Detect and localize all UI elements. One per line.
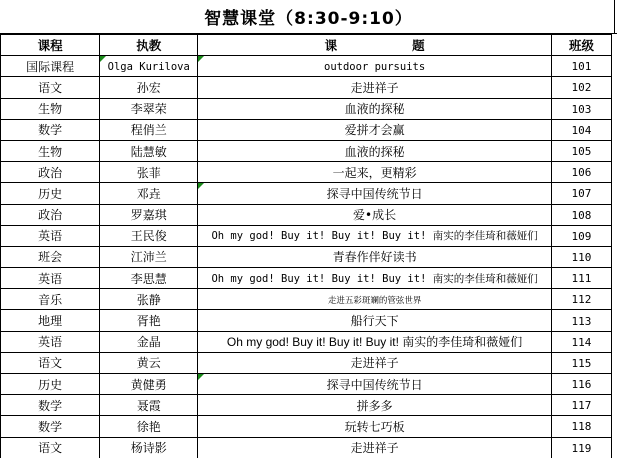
cell-class[interactable] <box>551 268 611 289</box>
cell-class-text: 108 <box>571 208 592 222</box>
sheet-title[interactable]: 智慧课堂（8:30-9:10） <box>0 0 617 34</box>
cell-subject[interactable] <box>1 289 100 310</box>
cell-class[interactable] <box>551 183 611 204</box>
cell-class[interactable] <box>551 119 611 140</box>
cell-topic[interactable] <box>198 246 552 267</box>
cell-teacher-text: 黄云 <box>136 356 161 371</box>
cell-subject-text: 历史 <box>38 377 63 392</box>
cell-topic[interactable] <box>198 289 552 310</box>
cell-topic-text: 玩转七巧板 <box>344 419 405 434</box>
cell-subject-text: 政治 <box>38 165 63 180</box>
cell-subject-text: 生物 <box>38 144 63 159</box>
cell-class[interactable] <box>551 225 611 246</box>
cell-topic[interactable] <box>198 77 552 98</box>
cell-subject-text: 英语 <box>38 229 63 244</box>
cell-subject-text: 历史 <box>38 186 63 201</box>
cell-topic[interactable] <box>198 310 552 331</box>
table-row <box>1 98 612 119</box>
cell-topic-text: 走进祥子 <box>350 356 399 371</box>
comment-indicator-icon <box>198 56 204 62</box>
cell-teacher[interactable] <box>100 56 198 77</box>
cell-teacher-text: 李思慧 <box>130 271 167 286</box>
cell-subject[interactable] <box>1 77 100 98</box>
cell-topic[interactable] <box>198 437 552 458</box>
cell-class-text: 105 <box>571 145 592 159</box>
cell-class-text: 119 <box>571 441 592 455</box>
cell-class[interactable] <box>551 395 611 416</box>
cell-topic-text: 船行天下 <box>350 314 399 329</box>
cell-subject-text: 英语 <box>38 271 63 286</box>
cell-topic[interactable] <box>198 352 552 373</box>
cell-topic-text: outdoor pursuits <box>324 61 426 74</box>
cell-subject-text: 班会 <box>38 250 63 265</box>
cell-class[interactable] <box>551 246 611 267</box>
cell-subject-text: 数学 <box>38 419 63 434</box>
header-class[interactable]: 班级 <box>551 35 611 56</box>
cell-topic-text: 爱拼才会赢 <box>344 123 405 138</box>
cell-class[interactable] <box>551 56 611 77</box>
cell-teacher[interactable] <box>100 77 198 98</box>
cell-topic[interactable] <box>198 416 552 437</box>
cell-topic[interactable] <box>198 98 552 119</box>
cell-topic-text: 血液的探秘 <box>344 102 405 117</box>
cell-topic-text: 拼多多 <box>356 398 393 413</box>
cell-class[interactable] <box>551 416 611 437</box>
cell-teacher[interactable] <box>100 140 198 161</box>
cell-teacher-text: 张静 <box>136 292 161 307</box>
cell-subject-text: 数学 <box>38 398 63 413</box>
table-row <box>1 374 612 395</box>
cell-topic[interactable] <box>198 119 552 140</box>
cell-teacher[interactable] <box>100 268 198 289</box>
cell-subject[interactable] <box>1 162 100 183</box>
cell-teacher-text: 张菲 <box>136 165 161 180</box>
cell-topic-text: 血液的探秘 <box>344 144 405 159</box>
cell-class-text: 110 <box>571 250 592 264</box>
cell-class[interactable] <box>551 162 611 183</box>
cell-teacher-text: 胥艳 <box>136 314 161 329</box>
table-row <box>1 140 612 161</box>
cell-teacher[interactable] <box>100 225 198 246</box>
cell-teacher[interactable] <box>100 310 198 331</box>
cell-class-text: 101 <box>571 60 592 74</box>
table-row <box>1 225 612 246</box>
cell-class[interactable] <box>551 437 611 458</box>
cell-teacher[interactable] <box>100 437 198 458</box>
cell-teacher[interactable] <box>100 416 198 437</box>
cell-teacher-text: 黄健勇 <box>130 377 167 392</box>
cell-topic[interactable] <box>198 140 552 161</box>
cell-topic-text: 走进祥子 <box>350 80 399 95</box>
cell-subject[interactable] <box>1 268 100 289</box>
table-row <box>1 204 612 225</box>
cell-subject[interactable] <box>1 374 100 395</box>
cell-teacher[interactable] <box>100 331 198 352</box>
cell-teacher-text: 徐艳 <box>136 419 161 434</box>
header-teacher[interactable]: 执教 <box>100 35 198 56</box>
cell-topic[interactable] <box>198 56 552 77</box>
cell-topic[interactable] <box>198 374 552 395</box>
cell-topic[interactable] <box>198 268 552 289</box>
cell-teacher[interactable] <box>100 183 198 204</box>
cell-subject[interactable] <box>1 119 100 140</box>
cell-teacher-text: 李翠荣 <box>130 102 167 117</box>
cell-teacher-text: 陆慧敏 <box>130 144 167 159</box>
cell-teacher-text: 聂霞 <box>136 398 161 413</box>
cell-subject[interactable] <box>1 140 100 161</box>
cell-teacher-text: 程俏兰 <box>130 123 167 138</box>
cell-topic-text: 青春作伴好读书 <box>332 250 417 265</box>
cell-subject[interactable] <box>1 246 100 267</box>
cell-teacher-text: 孙宏 <box>136 80 161 95</box>
cell-topic[interactable] <box>198 204 552 225</box>
cell-class-text: 109 <box>571 229 592 243</box>
cell-topic-text: 走进五彩斑斓的管弦世界 <box>327 296 422 307</box>
cell-teacher[interactable] <box>100 395 198 416</box>
cell-subject[interactable] <box>1 183 100 204</box>
cell-subject-text: 语文 <box>38 356 63 371</box>
cell-class-text: 115 <box>571 356 592 370</box>
cell-class[interactable] <box>551 310 611 331</box>
header-subject[interactable]: 课程 <box>1 35 100 56</box>
cell-subject[interactable] <box>1 56 100 77</box>
cell-topic[interactable] <box>198 331 552 352</box>
cell-class-text: 103 <box>571 102 592 116</box>
cell-class[interactable] <box>551 289 611 310</box>
cell-class[interactable] <box>551 98 611 119</box>
cell-teacher[interactable] <box>100 119 198 140</box>
cell-class[interactable] <box>551 204 611 225</box>
cell-teacher-text: 金晶 <box>136 335 161 350</box>
cell-class[interactable] <box>551 331 611 352</box>
cell-teacher[interactable] <box>100 374 198 395</box>
cell-class-text: 113 <box>571 314 592 328</box>
table-row <box>1 183 612 204</box>
cell-class-text: 104 <box>571 123 592 137</box>
cell-subject[interactable] <box>1 98 100 119</box>
cell-subject[interactable] <box>1 204 100 225</box>
table-row <box>1 77 612 98</box>
cell-subject[interactable] <box>1 352 100 373</box>
cell-topic-text: 走进祥子 <box>350 441 399 456</box>
cell-subject-text: 语文 <box>38 80 63 95</box>
cell-subject[interactable] <box>1 437 100 458</box>
cell-teacher-text: 杨诗影 <box>130 441 167 456</box>
cell-topic-text: 探寻中国传统节日 <box>326 377 423 392</box>
cell-teacher[interactable] <box>100 246 198 267</box>
cell-topic-text: 探寻中国传统节日 <box>326 186 423 201</box>
cell-subject-text: 生物 <box>38 102 63 117</box>
table-row <box>1 119 612 140</box>
table-row <box>1 246 612 267</box>
cell-class[interactable] <box>551 140 611 161</box>
table-row <box>1 416 612 437</box>
cell-teacher-text: 邓垚 <box>136 186 161 201</box>
cell-class[interactable] <box>551 374 611 395</box>
cell-teacher[interactable] <box>100 352 198 373</box>
cell-topic-text: 爱•成长 <box>353 208 397 223</box>
schedule-table <box>0 34 612 458</box>
header-topic[interactable]: 课 题 <box>198 35 552 56</box>
cell-teacher[interactable] <box>100 162 198 183</box>
cell-subject-text: 政治 <box>38 208 63 223</box>
cell-teacher[interactable] <box>100 98 198 119</box>
cell-topic-text: Oh my god! Buy it! Buy it! Buy it! 南实的李佳琦和薇娅们 <box>226 335 523 350</box>
cell-teacher[interactable] <box>100 204 198 225</box>
cell-class[interactable] <box>551 77 611 98</box>
cell-teacher-text: 江沛兰 <box>130 250 167 265</box>
cell-topic[interactable] <box>198 183 552 204</box>
cell-class-text: 112 <box>571 293 592 307</box>
cell-subject[interactable] <box>1 416 100 437</box>
header-row <box>1 35 612 56</box>
cell-topic[interactable] <box>198 395 552 416</box>
cell-class-text: 106 <box>571 166 592 180</box>
table-row <box>1 352 612 373</box>
cell-class-text: 117 <box>571 399 592 413</box>
cell-class-text: 111 <box>571 272 592 286</box>
cell-class-text: 118 <box>571 420 592 434</box>
cell-topic-text: Oh my god! Buy it! Buy it! Buy it! 南实的李佳琦和薇娅们 <box>211 272 538 285</box>
table-row <box>1 437 612 458</box>
cell-subject-text: 音乐 <box>38 292 63 307</box>
cell-topic[interactable] <box>198 162 552 183</box>
cell-class-text: 114 <box>571 335 592 349</box>
table-row <box>1 395 612 416</box>
cell-teacher-text: 罗嘉琪 <box>130 208 167 223</box>
cell-topic[interactable] <box>198 225 552 246</box>
cell-subject-text: 数学 <box>38 123 63 138</box>
cell-teacher[interactable] <box>100 289 198 310</box>
comment-indicator-icon <box>198 183 204 189</box>
table-row <box>1 310 612 331</box>
cell-class-text: 107 <box>571 187 592 201</box>
cell-teacher-text: 王民俊 <box>130 229 167 244</box>
table-row <box>1 289 612 310</box>
cell-subject-text: 地理 <box>38 314 63 329</box>
table-row <box>1 162 612 183</box>
cell-teacher-text: Olga Kurilova <box>107 61 190 74</box>
cell-subject-text: 国际课程 <box>26 59 75 74</box>
title-border <box>614 0 615 34</box>
cell-subject[interactable] <box>1 225 100 246</box>
cell-class-text: 102 <box>571 81 592 95</box>
cell-subject[interactable] <box>1 331 100 352</box>
cell-subject[interactable] <box>1 395 100 416</box>
cell-subject-text: 英语 <box>38 335 63 350</box>
cell-class-text: 116 <box>571 378 592 392</box>
table-row <box>1 56 612 77</box>
cell-topic-text: Oh my god! Buy it! Buy it! Buy it! 南实的李佳琦和薇娅们 <box>211 230 538 243</box>
cell-class[interactable] <box>551 352 611 373</box>
cell-subject-text: 语文 <box>38 441 63 456</box>
comment-indicator-icon <box>198 374 204 380</box>
comment-indicator-icon <box>100 56 106 62</box>
table-row <box>1 331 612 352</box>
cell-subject[interactable] <box>1 310 100 331</box>
cell-topic-text: 一起来，更精彩 <box>332 165 417 180</box>
table-row <box>1 268 612 289</box>
